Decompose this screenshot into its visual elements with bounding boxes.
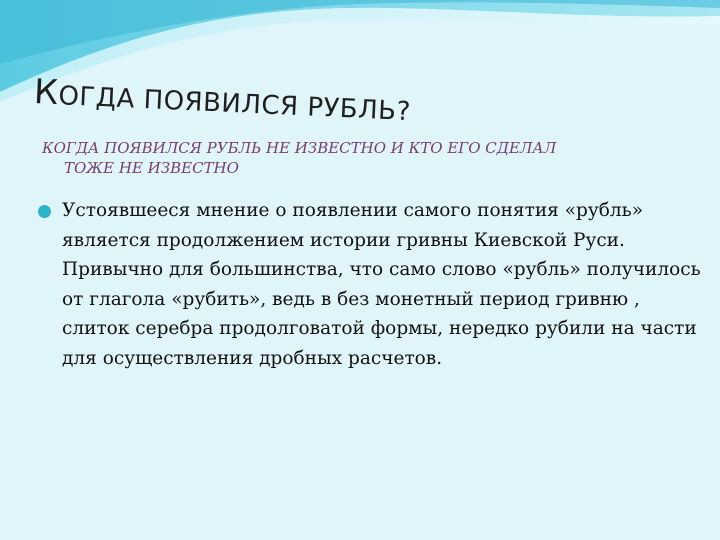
title-text: КОГДА ПОЯВИЛСЯ РУБЛЬ?	[33, 72, 412, 128]
subtitle-line-2: ТОЖЕ НЕ ИЗВЕСТНО	[64, 159, 239, 177]
bullet-dot-icon	[38, 205, 51, 218]
subtitle	[42, 138, 682, 178]
bullet-text: Устоявшееся мнение о появлении самого понятия «рубль» является продолжением истории гривны Киевской Руси. Привычно для большинства, что само слово «рубль» получилось от глагола «рубить», ведь в без монетный период гривню , слиток серебра продолговатой формы, нередко рубили на части для осуществления дробных расчетов.	[62, 200, 701, 369]
subtitle-line-1: КОГДА ПОЯВИЛСЯ РУБЛЬ НЕ ИЗВЕСТНО И КТО ЕГО СДЕЛАЛ	[42, 139, 557, 157]
